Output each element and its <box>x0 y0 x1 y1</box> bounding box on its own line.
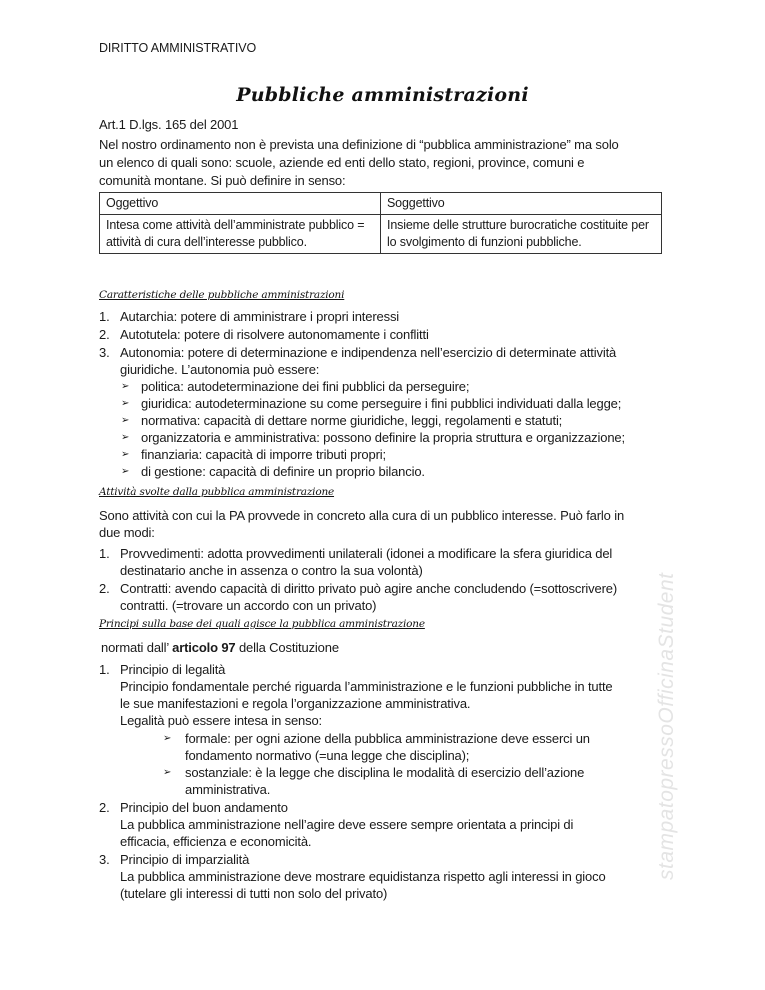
principle-line: efficacia, efficienza e economicità. <box>120 834 312 849</box>
list-item: Autarchia: potere di amministrare i propri interessi <box>120 309 400 324</box>
principle-line: (tutelare gli interessi di tutti non solo del privato) <box>120 886 388 901</box>
arrowhead-bullet-icon: ➢ <box>121 398 130 409</box>
arrowhead-bullet-icon: ➢ <box>121 415 130 426</box>
arrowhead-bullet-icon: ➢ <box>121 449 130 460</box>
list-item-continuation: contratti. (=trovare un accordo con un privato) <box>120 598 377 613</box>
watermark: stampatopressoOfficinaStudent <box>655 572 678 880</box>
list-item: Provvedimenti: adotta provvedimenti unilaterali (idonei a modificare la sfera giuridica del <box>120 546 613 561</box>
section-heading: Attività svolte dalla pubblica amministrazione <box>99 486 335 498</box>
list-item: Autonomia: potere di determinazione e indipendenza nell’esercizio di determinate attività <box>120 345 617 360</box>
bullet-item: di gestione: capacità di definire un proprio bilancio. <box>141 464 425 479</box>
bullet-item-continuation: fondamento normativo (=una legge che disciplina); <box>185 748 470 763</box>
list-item-continuation: destinatario anche in assenza o contro la sua volontà) <box>120 563 423 578</box>
intro-line: un elenco di quali sono: scuole, aziende ed enti dello stato, regioni, province, comuni e <box>99 155 585 170</box>
list-number: 3. <box>99 345 110 360</box>
bullet-item: politica: autodeterminazione dei fini pubblici da perseguire; <box>141 379 470 394</box>
principle-line: Principio fondamentale perché riguarda l’amministrazione e le funzioni pubbliche in tutte <box>120 679 613 694</box>
section-heading: Caratteristiche delle pubbliche amministrazioni <box>99 289 345 301</box>
arrowhead-bullet-icon: ➢ <box>121 432 130 443</box>
bullet-item: finanziaria: capacità di imporre tributi propri; <box>141 447 386 462</box>
list-number: 2. <box>99 327 110 342</box>
bullet-item: giuridica: autodeterminazione su come perseguire i fini pubblici individuati dalla legge; <box>141 396 622 411</box>
list-item: Contratti: avendo capacità di diritto privato può agire anche concludendo (=sottoscrivere) <box>120 581 618 596</box>
table-header-row <box>100 193 662 215</box>
course-header: DIRITTO AMMINISTRATIVO <box>99 41 257 55</box>
arrowhead-bullet-icon: ➢ <box>163 733 172 744</box>
table-header-cell: Soggettivo <box>381 193 662 215</box>
bullet-item: formale: per ogni azione della pubblica amministrazione deve esserci un <box>185 731 590 746</box>
list-number: 2. <box>99 581 110 596</box>
arrowhead-bullet-icon: ➢ <box>121 381 130 392</box>
bullet-item-continuation: amministrativa. <box>185 782 271 797</box>
list-number: 3. <box>99 852 110 867</box>
bullet-item: normativa: capacità di dettare norme giuridiche, leggi, regolamenti e statuti; <box>141 413 563 428</box>
definition-table <box>99 192 662 254</box>
principle-title: Principio di legalità <box>120 662 226 677</box>
list-number: 1. <box>99 662 110 677</box>
normati-text: della Costituzione <box>235 640 339 655</box>
list-number: 1. <box>99 309 110 324</box>
table-header-cell: Oggettivo <box>100 193 381 215</box>
normati-line <box>101 639 339 656</box>
list-number: 1. <box>99 546 110 561</box>
law-reference: Art.1 D.lgs. 165 del 2001 <box>99 117 239 132</box>
intro-line: Nel nostro ordinamento non è prevista una definizione di “pubblica amministrazione” ma solo <box>99 137 619 152</box>
normati-text: normati dall’ <box>101 640 173 655</box>
table-cell: Insieme delle strutture burocratiche costituite per lo svolgimento di funzioni pubbliche. <box>381 215 662 254</box>
article-reference: articolo 97 <box>172 640 236 655</box>
principle-line: La pubblica amministrazione deve mostrare equidistanza rispetto agli interessi in gioco <box>120 869 606 884</box>
arrowhead-bullet-icon: ➢ <box>163 767 172 778</box>
principle-line: Legalità può essere intesa in senso: <box>120 713 323 728</box>
intro-line: comunità montane. Si può definire in senso: <box>99 173 346 188</box>
arrowhead-bullet-icon: ➢ <box>121 466 130 477</box>
table-row <box>100 215 662 254</box>
table-cell: Intesa come attività dell’amministrate pubblico = attività di cura dell’interesse pubblico. <box>100 215 381 254</box>
section-heading: Principi sulla base dei quali agisce la pubblica amministrazione <box>99 618 425 630</box>
list-item-continuation: giuridiche. L’autonomia può essere: <box>120 362 320 377</box>
principle-title: Principio del buon andamento <box>120 800 288 815</box>
paragraph-line: Sono attività con cui la PA provvede in concreto alla cura di un pubblico interesse. Può farlo in <box>99 508 625 523</box>
bullet-item: sostanziale: è la legge che disciplina le modalità di esercizio dell’azione <box>185 765 585 780</box>
principle-title: Principio di imparzialità <box>120 852 250 867</box>
principle-line: La pubblica amministrazione nell’agire deve essere sempre orientata a principi di <box>120 817 574 832</box>
page-title: Pubbliche amministrazioni <box>236 84 529 106</box>
paragraph-line: due modi: <box>99 525 155 540</box>
principle-line: le sue manifestazioni e regola l’organizzazione amministrativa. <box>120 696 471 711</box>
list-number: 2. <box>99 800 110 815</box>
list-item: Autotutela: potere di risolvere autonomamente i conflitti <box>120 327 429 342</box>
bullet-item: organizzatoria e amministrativa: possono definire la propria struttura e organizzazione; <box>141 430 625 445</box>
